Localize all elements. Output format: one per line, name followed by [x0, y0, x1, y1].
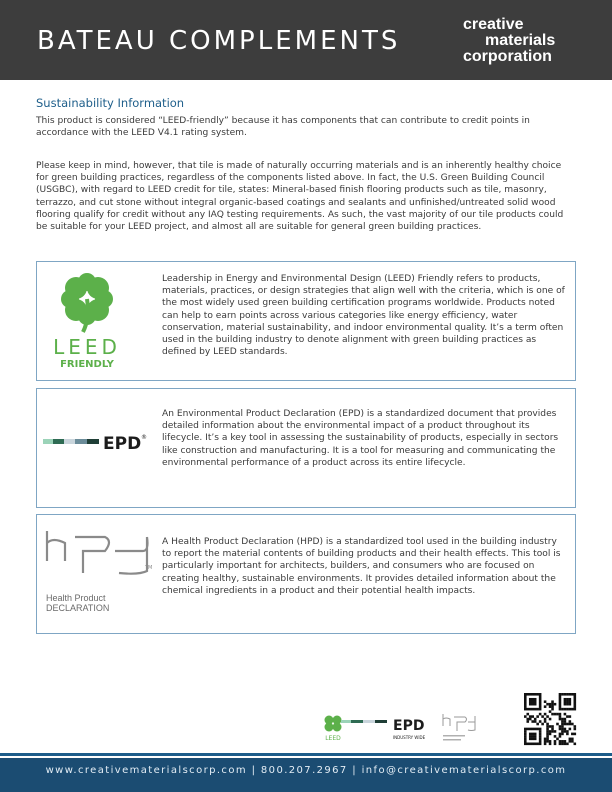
note-paragraph: Please keep in mind, however, that tile is made of naturally occurring materials and is an inherently healthy choice for green building practices, regardless of the components listed above. In fact, the U.S. Green Building Council (USGBC), with regard to LEED credit for tile, states: Mineral-based finish flooring products such as tile, masonry, terrazzo, and cut stone without integral organic-based coatings and sealants and unfinished/untreated solid wood flooring qualify for credit without any IAQ testing requirements. As such, the vast majority of our tile products could be suitable for your LEED project, and almost all are suitable for general green building practices.: [36, 161, 564, 233]
company-logo-line2: materials: [485, 32, 556, 49]
epd-logo-reg: ®: [141, 434, 147, 441]
mini-epd-text: EPD: [393, 718, 425, 734]
hpd-card: [36, 514, 576, 634]
company-logo-line3: corporation: [463, 48, 552, 65]
leed-logo-line2: FRIENDLY: [60, 359, 114, 370]
epd-description: An Environmental Product Declaration (EPD) is a standardized document that provides detailed information about the environmental impact of a product throughout its lifecycle. It’s a key tool in assessing the sustainability of products, especially in sectors like construction and manufacturing. It is a tool for measuring and communicating the environmental performance of a product across its entire lifecycle.: [162, 409, 559, 468]
leed-logo-line1: LEED: [53, 335, 121, 359]
brand-title: BATEAU COMPLEMENTS: [37, 26, 401, 56]
epd-logo-text: EPD: [103, 434, 142, 454]
leed-logo: [47, 266, 127, 376]
hpd-description: A Health Product Declaration (HPD) is a standardized tool used in the building industry to report the material contents of building products and their health effects. This tool is particularly important for architects, builders, and consumers who are focused on creating healthy, sustainable environments. It provides detailed information about the chemical ingredients in a product and their potential health impacts.: [162, 537, 561, 596]
mini-hpd-logo: [441, 714, 477, 744]
intro-paragraph: This product is considered “LEED-friendly” because it has components that can contribute to credit points in accordance with the LEED V4.1 rating system.: [36, 116, 530, 139]
hpd-mark-icon: [47, 531, 148, 574]
leed-description: Leadership in Energy and Environmental Design (LEED) Friendly refers to products, materials, practices, or design strategies that align well with the criteria, which is one of the most widely used green building certification programs worldwide. Products noted can help to earn points across various categories like energy efficiency, water conservation, material sustainability, and indoor environmental quality. It’s a term often used in the building industry to denote alignment with green building practices as defined by LEED standards.: [162, 274, 565, 358]
qr-code-icon[interactable]: [524, 693, 576, 745]
hpd-logo: [43, 531, 163, 631]
mini-leed-text: LEED: [325, 735, 341, 742]
section-title: Sustainability Information: [36, 96, 185, 110]
mini-epd-sub: INDUSTRY WIDE: [393, 735, 426, 740]
mini-epd-logo: [341, 714, 426, 744]
leed-card: [36, 261, 576, 381]
company-logo-line1: creative: [463, 16, 524, 33]
epd-card: [36, 388, 576, 508]
hpd-logo-line1: Health Product: [46, 593, 106, 603]
footer-accent-line: [0, 753, 612, 756]
epd-logo: [43, 431, 158, 461]
clover-icon: [61, 273, 113, 332]
hpd-logo-line2: DECLARATION: [46, 603, 110, 613]
hpd-logo-tm: TM: [145, 565, 153, 571]
footer-contact: www.creativematerialscorp.com | 800.207.2967 | info@creativematerialscorp.com: [45, 765, 567, 776]
